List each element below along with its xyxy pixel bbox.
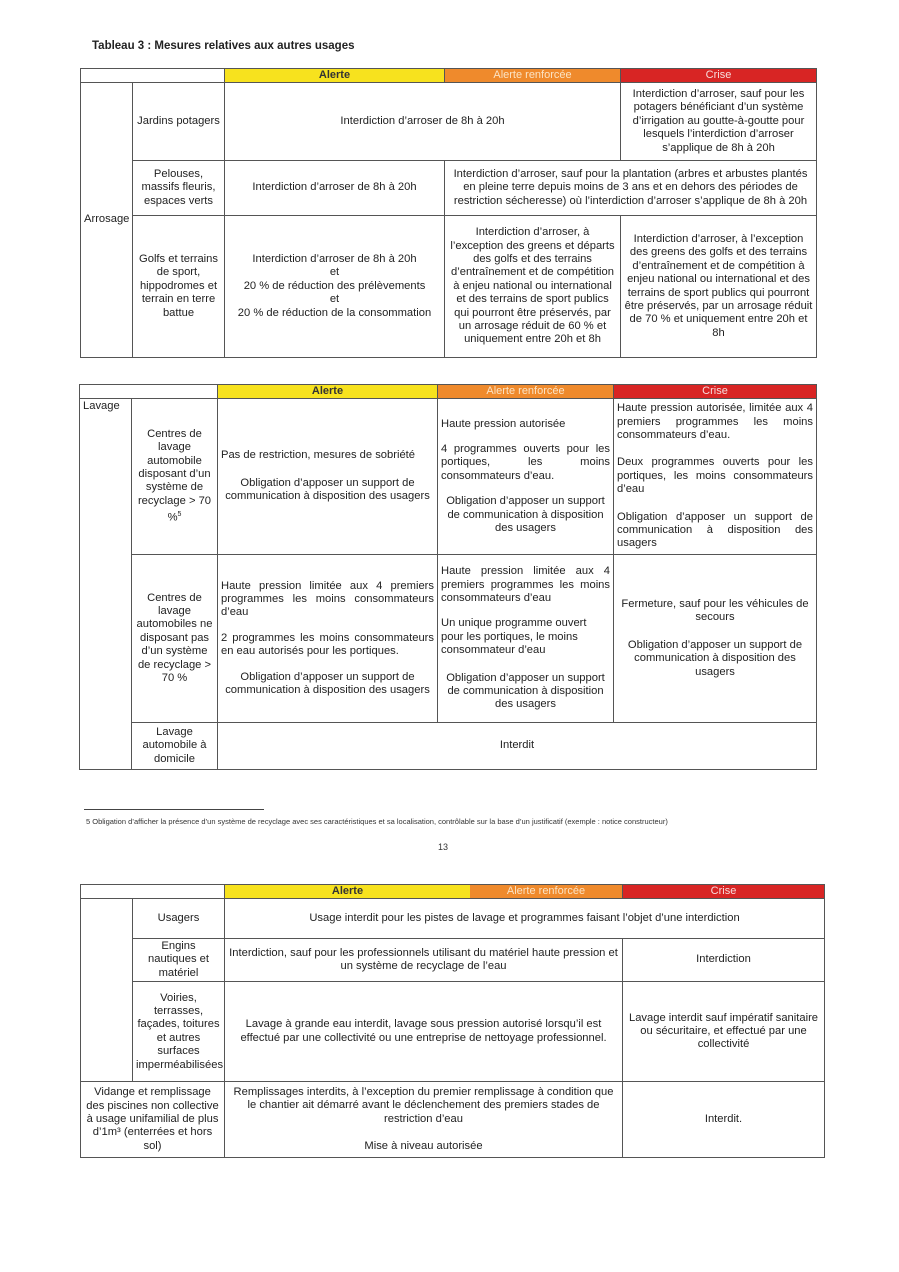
table-row — [81, 1082, 825, 1158]
cr-renforcee-1: Haute pression autorisée — [441, 417, 566, 430]
table-row — [81, 161, 817, 216]
golfs-alerte-renforcee: Interdiction d’arroser, à l’exception des greens et départs des golfs et des terrains d’entraînement et de compétition à enjeu national ou international et des terrains de sport publics qui pourront être préservés, par un arrosage réduit de 60 % et uniquement entre 20h et 8h — [445, 216, 621, 358]
voiries-crise: Lavage interdit sauf impératif sanitaire ou sécuritaire, et effectué par une collectivité — [623, 982, 825, 1082]
header-alerte: Alerte — [218, 385, 438, 399]
centres-recyclage-alerte — [218, 399, 438, 555]
header-alerte: Alerte — [225, 69, 445, 83]
table-row — [81, 83, 817, 161]
row-label-engins: Engins nautiques et matériel — [133, 939, 225, 982]
jardins-alerte-renforcee: Interdiction d’arroser de 8h à 20h — [225, 83, 621, 161]
cs-crise-2: Obligation d’apposer un support de communication à disposition des usagers — [627, 638, 803, 678]
cs-renforcee-1: Haute pression limitée aux 4 premiers programmes les moins consommateurs d’eau — [441, 565, 610, 604]
header-crise: Crise — [614, 385, 817, 399]
engins-alerte-renforcee: Interdiction, sauf pour les professionnels utilisant du matériel haute pression et un système de recyclage de l’eau — [225, 939, 623, 982]
cr-alerte-1: Pas de restriction, mesures de sobriété — [221, 449, 416, 462]
golfs-crise: Interdiction d’arroser, à l’exception des greens des golfs et des terrains d’entraînement et de compétition à enjeu national ou international et des terrains de sport publics qui pourront être préservés, par un arrosage réduit de 70 % et uniquement entre 20h et 8h — [621, 216, 817, 358]
header-blank — [81, 69, 225, 83]
row-label-usagers: Usagers — [133, 899, 225, 939]
row-label-piscines: Vidange et remplissage des piscines non collective à usage unifamilial de plus d’1m³ (enterrées et hors sol) — [81, 1082, 225, 1158]
row-label-domicile: Lavage automobile à domicile — [132, 723, 218, 770]
header-blank — [80, 385, 218, 399]
header-alerte: Alerte — [225, 885, 470, 898]
cr-renforcee-3: Obligation d’apposer un support de communication à disposition des usagers — [446, 495, 605, 535]
table-row — [80, 399, 817, 555]
centres-sans-renforcee — [438, 555, 614, 723]
cr-alerte-2: Obligation d’apposer un support de communication à disposition des usagers — [225, 476, 430, 503]
usagers-all-levels: Usage interdit pour les pistes de lavage et programmes faisant l’objet d’une interdiction — [225, 899, 825, 939]
cs-renforcee-2: Un unique programme ouvert pour les portiques, le moins consommateur d’eau — [441, 617, 587, 657]
cr-crise-3: Obligation d’apposer un support de communication à disposition des usagers — [617, 510, 813, 550]
row-label-voiries: Voiries, terrasses, façades, toitures et autres surfaces imperméabilisées — [133, 982, 225, 1082]
centres-sans-alerte — [218, 555, 438, 723]
header-levels — [225, 885, 623, 899]
header-alerte-renforcee: Alerte renforcée — [438, 385, 614, 399]
piscines-ar-1: Remplissages interdits, à l’exception du premier remplissage à condition que le chantier ait démarré avant le déclenchement des premiers stades de restriction d’eau — [233, 1085, 614, 1125]
jardins-crise: Interdiction d’arroser, sauf pour les potagers bénéficiant d’un système d’irrigation au goutte-à-goutte pour lesquels l’interdiction d’arroser s’applique de 8h à 20h — [621, 83, 817, 161]
centres-recyclage-renforcee — [438, 399, 614, 555]
cs-alerte-2: 2 programmes les moins consommateurs en eau autorisés pour les portiques. — [221, 631, 434, 658]
cs-crise-1: Fermeture, sauf pour les véhicules de secours — [621, 597, 809, 624]
golfs-alerte: Interdiction d’arroser de 8h à 20h et 20 % de réduction des prélèvements et 20 % de réduction de la consommation — [225, 216, 445, 358]
header-alerte-renforcee: Alerte renforcée — [470, 885, 622, 898]
voiries-alerte-renforcee: Lavage à grande eau interdit, lavage sous pression autorisé lorsqu’il est effectué par une collectivité ou une entreprise de nettoyage professionnel. — [225, 982, 623, 1082]
table-row — [80, 555, 817, 723]
header-row — [81, 69, 817, 83]
header-row — [80, 385, 817, 399]
category-blank — [81, 899, 133, 1082]
cr-renforcee-2: 4 programmes ouverts pour les portiques, les moins consommateurs d’eau. — [441, 442, 610, 482]
cr-crise-2: Deux programmes ouverts pour les portiques, les moins consommateurs d’eau — [617, 456, 813, 496]
pelouses-renforcee-crise: Interdiction d’arroser, sauf pour la plantation (arbres et arbustes plantés en pleine terre depuis moins de 3 ans et en dehors des périodes de restriction sécheresse) où l’interdiction d’arroser s’applique de 8h à 20h — [445, 161, 817, 216]
footnote-ref: 5 — [177, 511, 182, 519]
lavage-table — [79, 384, 817, 770]
centres-recyclage-crise — [614, 399, 817, 555]
table-row — [81, 982, 825, 1082]
row-label-golfs: Golfs et terrains de sport, hippodromes et terrain en terre battue — [133, 216, 225, 358]
page-number: 13 — [438, 842, 449, 852]
piscines-alerte-renforcee — [225, 1082, 623, 1158]
page-title: Tableau 3 : Mesures relatives aux autres usages — [92, 40, 355, 52]
autres-table — [80, 884, 825, 1158]
header-alerte-renforcee: Alerte renforcée — [445, 69, 621, 83]
cs-renforcee-3: Obligation d’apposer un support de communication à disposition des usagers — [446, 671, 605, 711]
arrosage-table — [80, 68, 817, 358]
row-label-pelouses: Pelouses, massifs fleuris, espaces verts — [133, 161, 225, 216]
header-blank — [81, 885, 225, 899]
pelouses-alerte: Interdiction d’arroser de 8h à 20h — [225, 161, 445, 216]
category-lavage: Lavage — [80, 399, 132, 770]
header-crise: Crise — [621, 69, 817, 83]
table-row — [81, 899, 825, 939]
cs-alerte-1: Haute pression limitée aux 4 premiers programmes les moins consommateurs d’eau — [221, 579, 434, 619]
row-label-jardins: Jardins potagers — [133, 83, 225, 161]
piscines-ar-2: Mise à niveau autorisée — [364, 1140, 483, 1153]
category-arrosage: Arrosage — [81, 83, 133, 358]
cs-alerte-3: Obligation d’apposer un support de communication à disposition des usagers — [225, 670, 430, 697]
table-row — [81, 939, 825, 982]
piscines-crise: Interdit. — [623, 1082, 825, 1158]
header-crise: Crise — [623, 885, 825, 899]
centres-sans-crise — [614, 555, 817, 723]
row-label-centres-recyclage — [132, 399, 218, 555]
footnote: 5 Obligation d’afficher la présence d’un système de recyclage avec ses caractéristiques et sa localisation, contrôlable sur la base d’un justificatif (exemple : notice constructeur) — [86, 817, 668, 826]
header-row — [81, 885, 825, 899]
table-row — [80, 723, 817, 770]
centres-recyclage-label: Centres de lavage automobile disposant d’un système de recyclage > 70 % — [137, 427, 212, 524]
footnote-rule — [84, 809, 264, 810]
engins-crise: Interdiction — [623, 939, 825, 982]
domicile-all-levels: Interdit — [218, 723, 817, 770]
row-label-centres-sans: Centres de lavage automobiles ne disposant pas d’un système de recyclage > 70 % — [132, 555, 218, 723]
table-row — [81, 216, 817, 358]
cr-crise-1: Haute pression autorisée, limitée aux 4 premiers programmes les moins consommateurs d’eau. — [617, 402, 813, 441]
